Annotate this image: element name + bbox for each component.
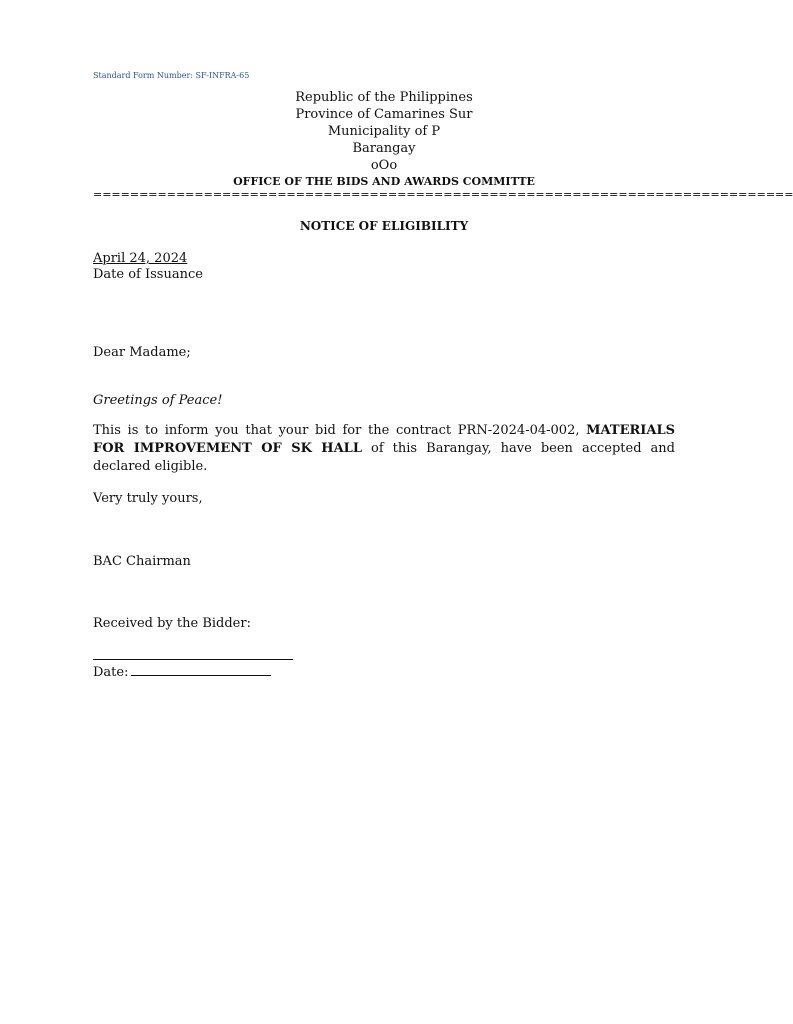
received-by-label: Received by the Bidder: — [93, 616, 251, 631]
office-title: OFFICE OF THE BIDS AND AWARDS COMMITTE — [233, 175, 535, 188]
signature-line — [93, 659, 293, 660]
notice-title: NOTICE OF ELIGIBILITY — [299, 219, 469, 233]
form-number: Standard Form Number: SF-INFRA-65 — [93, 71, 250, 80]
issuance-date-label: Date of Issuance — [93, 267, 203, 282]
body-paragraph — [93, 422, 675, 476]
closing: Very truly yours, — [93, 491, 203, 506]
greeting: Greetings of Peace! — [93, 393, 223, 408]
date-field — [93, 663, 271, 681]
issuance-date: April 24, 2024 — [93, 251, 188, 266]
body-text-start: This is to inform you that your bid for the contract PRN-2024-04-002, — [93, 423, 587, 438]
letterhead — [93, 89, 675, 174]
letterhead-province: Province of Camarines Sur — [295, 107, 473, 122]
letterhead-barangay: Barangay — [352, 141, 416, 156]
date-blank-line — [131, 663, 271, 676]
signatory: BAC Chairman — [93, 554, 191, 569]
letterhead-municipality: Municipality of P — [327, 124, 441, 139]
separator-line: ============================================================================ — [93, 188, 793, 201]
date-field-label: Date: — [93, 665, 129, 680]
letterhead-ornament: oOo — [370, 158, 398, 173]
salutation: Dear Madame; — [93, 345, 191, 360]
contract-name: MATERIALS FOR IMPROVEMENT OF SK HALL — [93, 423, 675, 456]
letterhead-republic: Republic of the Philippines — [295, 90, 473, 105]
body-text-end: of this Barangay, have been accepted and declared eligible. — [93, 441, 675, 474]
